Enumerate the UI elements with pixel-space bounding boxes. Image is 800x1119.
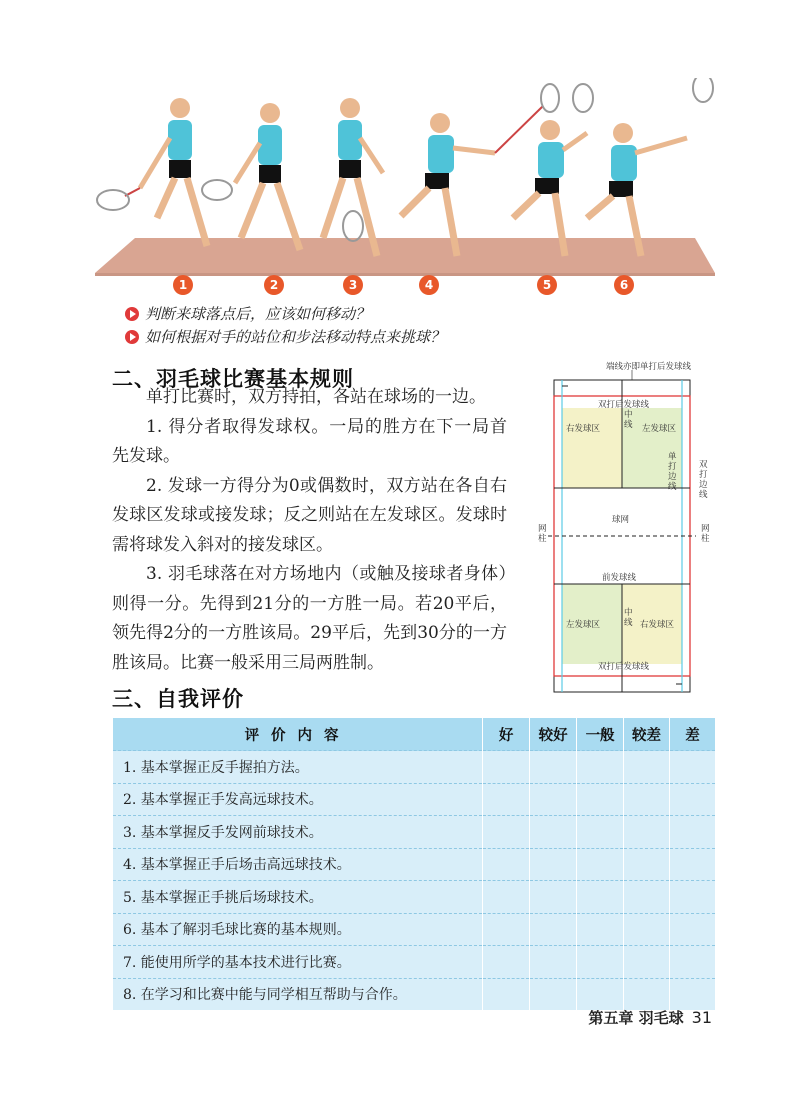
rating-cell[interactable] [670,783,716,816]
player-figure-4 [401,84,559,256]
rating-cell[interactable] [530,848,577,881]
rating-cell[interactable] [577,946,624,979]
rating-cell[interactable] [530,783,577,816]
court-label-doubles-back-top: 双打后发球线 [598,400,650,410]
rating-cell[interactable] [670,978,716,1010]
rating-cell[interactable] [577,978,624,1010]
rating-cell[interactable] [483,978,530,1010]
rating-cell[interactable] [530,751,577,784]
court-label-center-line-bottom: 中线 [624,608,633,628]
player-figure-5 [513,84,593,256]
eval-item: 6. 基本了解羽毛球比赛的基本规则。 [113,913,483,946]
rating-cell[interactable] [624,946,670,979]
badminton-court-diagram [538,360,716,695]
rating-cell[interactable] [483,848,530,881]
rating-cell[interactable] [577,783,624,816]
question-1: 判断来球落点后，应该如何移动？ [125,303,370,324]
court-label-end-line: 端线亦即单打后发球线 [606,362,692,372]
rating-cell[interactable] [577,816,624,849]
rating-cell[interactable] [624,751,670,784]
rules-paragraph-2: 2. 发球一方得分为0或偶数时，双方站在各自右发球区发球或接发球；反之则站在左发球区。发球时需将球发入斜对的接发球区。 [112,475,507,555]
table-row [113,913,716,946]
eval-item: 4. 基本掌握正手后场击高远球技术。 [113,848,483,881]
table-row [113,751,716,784]
rating-cell[interactable] [624,978,670,1010]
court-label-doubles-back-bottom: 双打后发球线 [598,662,650,672]
court-label-right-service-bottom: 右发球区 [640,620,675,630]
rating-cell[interactable] [624,913,670,946]
table-row [113,881,716,914]
court-label-net: 球网 [612,515,630,525]
eval-item: 8. 在学习和比赛中能与同学相互帮助与合作。 [113,978,483,1010]
rating-cell[interactable] [670,848,716,881]
table-row [113,816,716,849]
rating-cell[interactable] [483,751,530,784]
table-header-row [113,718,716,751]
rating-cell[interactable] [624,881,670,914]
rating-cell[interactable] [483,913,530,946]
rating-cell[interactable] [577,848,624,881]
court-label-center-line-top: 中线 [624,410,633,430]
court-label-right-service-top: 右发球区 [566,424,601,434]
header-fairly-poor: 较差 [624,718,670,751]
section-title-rules: 二、羽毛球比赛基本规则 [112,367,354,391]
rating-cell[interactable] [530,978,577,1010]
rating-cell[interactable] [670,751,716,784]
chapter-title: 第五章 羽毛球 [588,1009,684,1027]
step-number-4: 4 [419,275,439,295]
play-icon [125,307,139,321]
court-label-post-left: 网柱 [538,524,547,544]
eval-item: 3. 基本掌握反手发网前球技术。 [113,816,483,849]
court-label-post-right: 网柱 [701,524,710,544]
header-good: 好 [483,718,530,751]
player-figure-3 [323,98,383,256]
rules-paragraph-intro: 单打比赛时，双方持拍，各站在球场的一边。 [146,387,486,407]
court-label-left-service-bottom: 左发球区 [566,620,601,630]
step-number-1: 1 [173,275,193,295]
header-average: 一般 [577,718,624,751]
rating-cell[interactable] [530,913,577,946]
rating-cell[interactable] [483,816,530,849]
court-label-singles-side: 单打边线 [668,452,677,492]
question-2: 如何根据对手的站位和步法移动特点来挑球？ [125,326,445,347]
eval-item: 7. 能使用所学的基本技术进行比赛。 [113,946,483,979]
court-label-doubles-side: 双打边线 [699,460,708,500]
play-icon [125,330,139,344]
rules-body [112,383,507,678]
rating-cell[interactable] [483,783,530,816]
rating-cell[interactable] [530,881,577,914]
table-row [113,978,716,1010]
rating-cell[interactable] [670,881,716,914]
table-row [113,946,716,979]
rating-cell[interactable] [483,881,530,914]
page-footer [588,1007,712,1028]
footwork-photo-sequence [95,78,715,298]
table-row [113,783,716,816]
rating-cell[interactable] [670,816,716,849]
rating-cell[interactable] [577,881,624,914]
step-number-2: 2 [264,275,284,295]
rules-paragraph-1: 1. 得分者取得发球权。一局的胜方在下一局首先发球。 [112,416,507,466]
rating-cell[interactable] [577,913,624,946]
rating-cell[interactable] [483,946,530,979]
eval-item: 1. 基本掌握正反手握拍方法。 [113,751,483,784]
rating-cell[interactable] [530,946,577,979]
court-label-left-service-top: 左发球区 [642,424,677,434]
rating-cell[interactable] [670,946,716,979]
court-label-front-service: 前发球线 [602,573,637,583]
rating-cell[interactable] [624,816,670,849]
eval-item: 2. 基本掌握正手发高远球技术。 [113,783,483,816]
rules-paragraph-3: 3. 羽毛球落在对方场地内（或触及接球者身体）则得一分。先得到21分的一方胜一局。若20平后，领先得2分的一方胜该局。29平后，先到30分的一方胜该局。比赛一般采用三局两胜制。 [112,564,507,673]
rating-cell[interactable] [530,816,577,849]
rating-cell[interactable] [624,848,670,881]
rating-cell[interactable] [577,751,624,784]
header-fairly-good: 较好 [530,718,577,751]
section-title-self-evaluation: 三、自我评价 [112,687,244,711]
page-number: 31 [691,1008,712,1027]
step-number-6: 6 [614,275,634,295]
self-evaluation-table [113,718,716,1010]
header-content: 评价内容 [113,718,483,751]
player-figure-6 [587,78,713,256]
rating-cell[interactable] [624,783,670,816]
player-figure-2 [202,103,300,250]
eval-item: 5. 基本掌握正手挑后场球技术。 [113,881,483,914]
rating-cell[interactable] [670,913,716,946]
player-figure-1 [97,98,207,246]
step-number-3: 3 [343,275,363,295]
step-number-5: 5 [537,275,557,295]
header-poor: 差 [670,718,716,751]
table-row [113,848,716,881]
